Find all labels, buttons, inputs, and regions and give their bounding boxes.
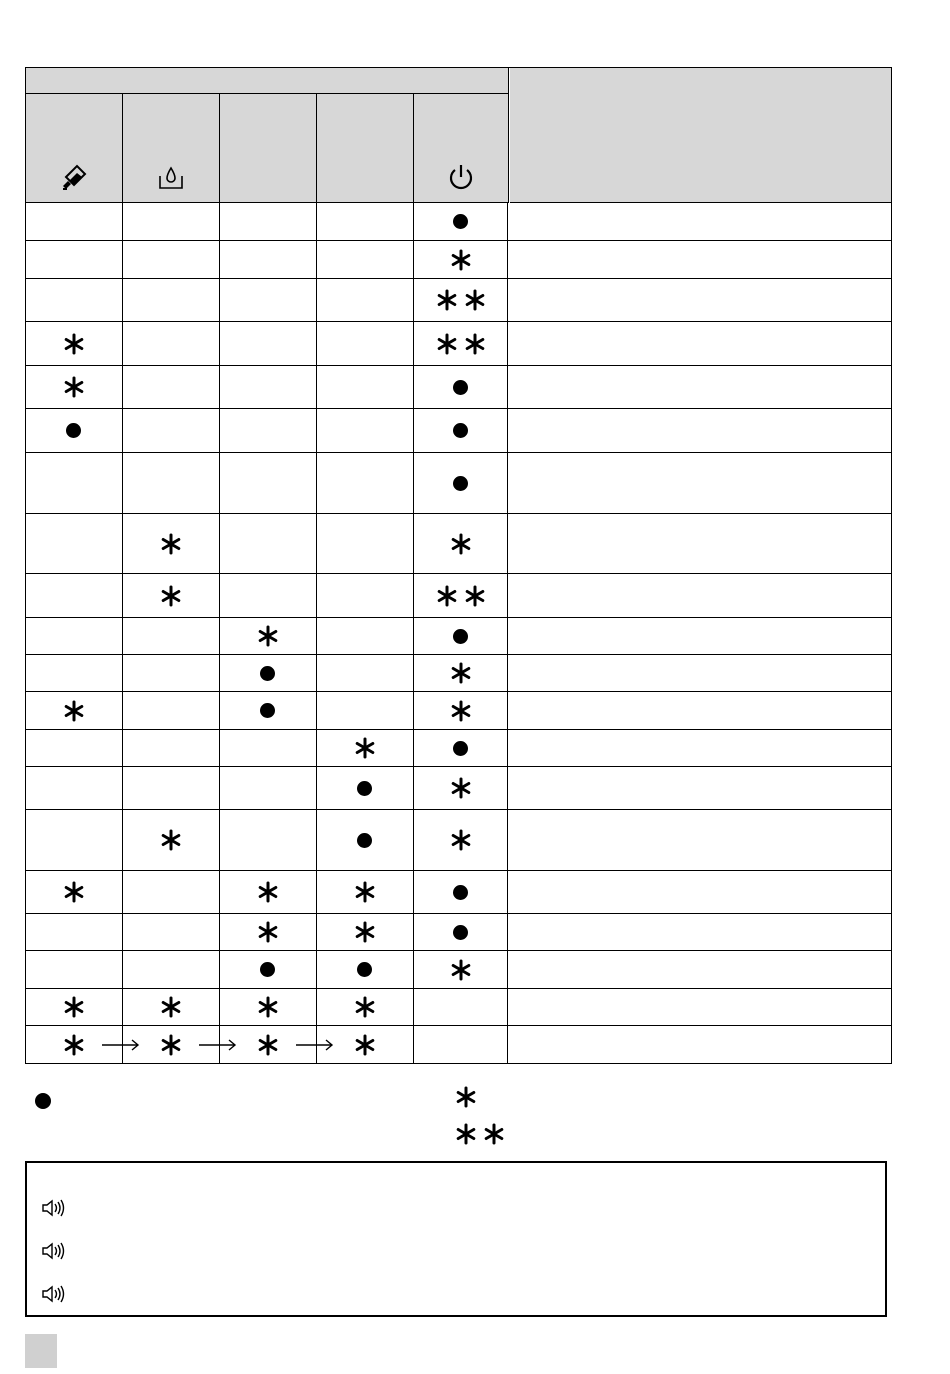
description-cell [508, 618, 892, 655]
table-row [26, 322, 892, 366]
flash-star-icon [450, 662, 472, 684]
description-cell [508, 574, 892, 618]
indicator-cell [220, 203, 317, 241]
dot-icon [260, 666, 275, 681]
indicator-cell [123, 914, 220, 951]
dot-icon [260, 703, 275, 718]
indicator-cell [26, 951, 123, 989]
indicator-cell [317, 618, 414, 655]
indicator-cell [317, 366, 414, 409]
fast-flash-double-star-icon [436, 585, 486, 607]
indicator-cell [414, 810, 509, 871]
indicator-cell [123, 618, 220, 655]
indicator-cell [317, 767, 414, 810]
indicator-cell [26, 1026, 123, 1064]
flash-star-icon [160, 996, 182, 1018]
flash-star-icon [257, 881, 279, 903]
dot-icon [453, 925, 468, 940]
flash-star-icon [450, 829, 472, 851]
flash-star-icon [257, 625, 279, 647]
descale-icon [59, 162, 89, 192]
indicator-cell [317, 203, 414, 241]
table-row [26, 951, 892, 989]
indicator-cell [317, 655, 414, 692]
indicator-cell [414, 322, 509, 366]
table-row [26, 574, 892, 618]
indicator-cell [317, 514, 414, 574]
sound-icon [41, 1198, 67, 1218]
table-row [26, 914, 892, 951]
description-cell [508, 366, 892, 409]
indicator-cell [317, 951, 414, 989]
header-col3 [220, 94, 317, 203]
indicator-cell [220, 810, 317, 871]
dot-icon [453, 629, 468, 644]
indicator-cell [220, 989, 317, 1026]
table-row [26, 871, 892, 914]
description-cell [508, 871, 892, 914]
table-row [26, 279, 892, 322]
indicator-cell [317, 279, 414, 322]
table-row [26, 767, 892, 810]
flash-star-icon [354, 921, 376, 943]
indicator-cell [414, 241, 509, 279]
indicator-cell [26, 241, 123, 279]
note-line [41, 1241, 77, 1261]
indicator-cell [220, 453, 317, 514]
flash-star-icon [63, 996, 85, 1018]
description-cell [508, 279, 892, 322]
indicator-cell [220, 618, 317, 655]
table-row [26, 1026, 892, 1064]
description-cell [508, 409, 892, 453]
description-cell [508, 730, 892, 767]
flash-star-icon [354, 1034, 376, 1056]
indicator-cell [26, 655, 123, 692]
indicator-cell [26, 203, 123, 241]
arrow-right-icon [102, 1038, 140, 1052]
indicator-cell [123, 203, 220, 241]
header-water [123, 94, 220, 203]
indicator-cell [220, 871, 317, 914]
indicator-cell [123, 655, 220, 692]
description-cell [508, 655, 892, 692]
indicator-cell [26, 366, 123, 409]
indicator-cell [26, 514, 123, 574]
indicator-cell [414, 951, 509, 989]
header-col4 [317, 94, 414, 203]
indicator-cell [123, 574, 220, 618]
indicator-cell [317, 322, 414, 366]
indicator-cell [26, 618, 123, 655]
indicator-cell [26, 279, 123, 322]
indicator-cell [414, 618, 509, 655]
description-cell [508, 514, 892, 574]
indicator-cell [123, 409, 220, 453]
indicator-cell [220, 767, 317, 810]
description-cell [508, 914, 892, 951]
flash-star-icon [450, 249, 472, 271]
legend-double-star-icon [455, 1123, 505, 1145]
arrow-right-icon [296, 1038, 334, 1052]
indicator-cell [123, 692, 220, 730]
fast-flash-double-star-icon [436, 289, 486, 311]
indicator-table [25, 67, 892, 1064]
indicator-cell [123, 767, 220, 810]
table-row [26, 989, 892, 1026]
indicator-cell [317, 692, 414, 730]
description-header [510, 68, 892, 203]
indicator-cell [317, 409, 414, 453]
flash-star-icon [257, 921, 279, 943]
table-row [26, 618, 892, 655]
indicator-cell [414, 989, 509, 1026]
indicator-cell [317, 914, 414, 951]
description-cell [508, 241, 892, 279]
indicator-cell [414, 730, 509, 767]
indicator-cell [123, 453, 220, 514]
indicator-cell [123, 989, 220, 1026]
flash-star-icon [63, 1034, 85, 1056]
sound-icon [41, 1241, 67, 1261]
dot-icon [453, 476, 468, 491]
indicator-cell [220, 574, 317, 618]
indicator-cell [220, 951, 317, 989]
indicator-cell [220, 409, 317, 453]
description-cell [508, 453, 892, 514]
indicator-cell [26, 322, 123, 366]
indicator-cell [414, 514, 509, 574]
indicator-cell [26, 989, 123, 1026]
indicator-cell [414, 574, 509, 618]
indicator-cell [220, 655, 317, 692]
indicator-cell [26, 453, 123, 514]
indicator-cell [26, 730, 123, 767]
indicator-cell [220, 322, 317, 366]
indicator-group-header [26, 68, 509, 94]
sound-icon [41, 1284, 67, 1304]
indicator-cell [414, 914, 509, 951]
flash-star-icon [354, 996, 376, 1018]
dot-icon [66, 423, 81, 438]
indicator-cell [26, 574, 123, 618]
indicator-cell [26, 409, 123, 453]
arrow-right-icon [199, 1038, 237, 1052]
table-row [26, 730, 892, 767]
flash-star-icon [160, 829, 182, 851]
note-line [41, 1284, 77, 1304]
indicator-cell [123, 951, 220, 989]
flash-star-icon [450, 533, 472, 555]
indicator-cell [220, 279, 317, 322]
table-row [26, 514, 892, 574]
flash-star-icon [63, 333, 85, 355]
dot-icon [260, 962, 275, 977]
dot-icon [453, 741, 468, 756]
flash-star-icon [160, 1034, 182, 1056]
indicator-cell [414, 871, 509, 914]
flash-star-icon [160, 585, 182, 607]
indicator-cell [414, 692, 509, 730]
indicator-cell [123, 241, 220, 279]
description-cell [508, 203, 892, 241]
indicator-cell [317, 730, 414, 767]
indicator-cell [26, 692, 123, 730]
indicator-cell [220, 730, 317, 767]
indicator-cell [317, 989, 414, 1026]
flash-star-icon [257, 996, 279, 1018]
indicator-cell [414, 767, 509, 810]
indicator-cell [414, 366, 509, 409]
indicator-cell [220, 692, 317, 730]
water-tank-icon [157, 164, 185, 192]
dot-icon [453, 885, 468, 900]
legend-dot-icon [35, 1093, 51, 1109]
note-line [41, 1198, 77, 1218]
indicator-cell [220, 914, 317, 951]
flash-star-icon [160, 533, 182, 555]
indicator-cell [317, 241, 414, 279]
indicator-cell [317, 871, 414, 914]
indicator-cell [317, 574, 414, 618]
table-row [26, 366, 892, 409]
table-row [26, 655, 892, 692]
indicator-cell [414, 1026, 509, 1064]
description-cell [508, 810, 892, 871]
table-row [26, 241, 892, 279]
flash-star-icon [257, 1034, 279, 1056]
indicator-cell [220, 366, 317, 409]
indicator-cell [414, 203, 509, 241]
flash-star-icon [63, 376, 85, 398]
indicator-cell [317, 453, 414, 514]
dot-icon [453, 214, 468, 229]
indicator-cell [123, 810, 220, 871]
flash-star-icon [450, 959, 472, 981]
flash-star-icon [354, 737, 376, 759]
header-power [414, 94, 509, 203]
indicator-cell [414, 409, 509, 453]
indicator-cell [317, 810, 414, 871]
description-cell [508, 989, 892, 1026]
indicator-cell [123, 279, 220, 322]
dot-icon [453, 423, 468, 438]
indicator-cell [414, 453, 509, 514]
description-cell [508, 322, 892, 366]
description-cell [508, 767, 892, 810]
dot-icon [357, 962, 372, 977]
power-icon [446, 162, 476, 192]
legend-star-icon [455, 1086, 477, 1113]
indicator-cell [123, 730, 220, 767]
dot-icon [453, 380, 468, 395]
table-row [26, 203, 892, 241]
flash-star-icon [450, 700, 472, 722]
table-row [26, 692, 892, 730]
flash-star-icon [450, 777, 472, 799]
indicator-cell [26, 767, 123, 810]
indicator-cell [123, 871, 220, 914]
indicator-cell [123, 514, 220, 574]
table-row [26, 810, 892, 871]
description-cell [508, 1026, 892, 1064]
flash-star-icon [63, 881, 85, 903]
flash-star-icon [354, 881, 376, 903]
indicator-cell [123, 322, 220, 366]
description-cell [508, 692, 892, 730]
description-cell [508, 951, 892, 989]
flash-star-icon [63, 700, 85, 722]
indicator-cell [26, 871, 123, 914]
indicator-cell [26, 914, 123, 951]
indicator-cell [26, 810, 123, 871]
fast-flash-double-star-icon [436, 333, 486, 355]
indicator-cell [220, 514, 317, 574]
indicator-cell [123, 366, 220, 409]
table-row [26, 409, 892, 453]
indicator-cell [220, 241, 317, 279]
dot-icon [357, 781, 372, 796]
page-marker [25, 1334, 57, 1368]
table-row [26, 453, 892, 514]
indicator-cell [414, 279, 509, 322]
header-descale [26, 94, 123, 203]
indicator-cell [414, 655, 509, 692]
dot-icon [357, 833, 372, 848]
notes-box [25, 1161, 887, 1317]
